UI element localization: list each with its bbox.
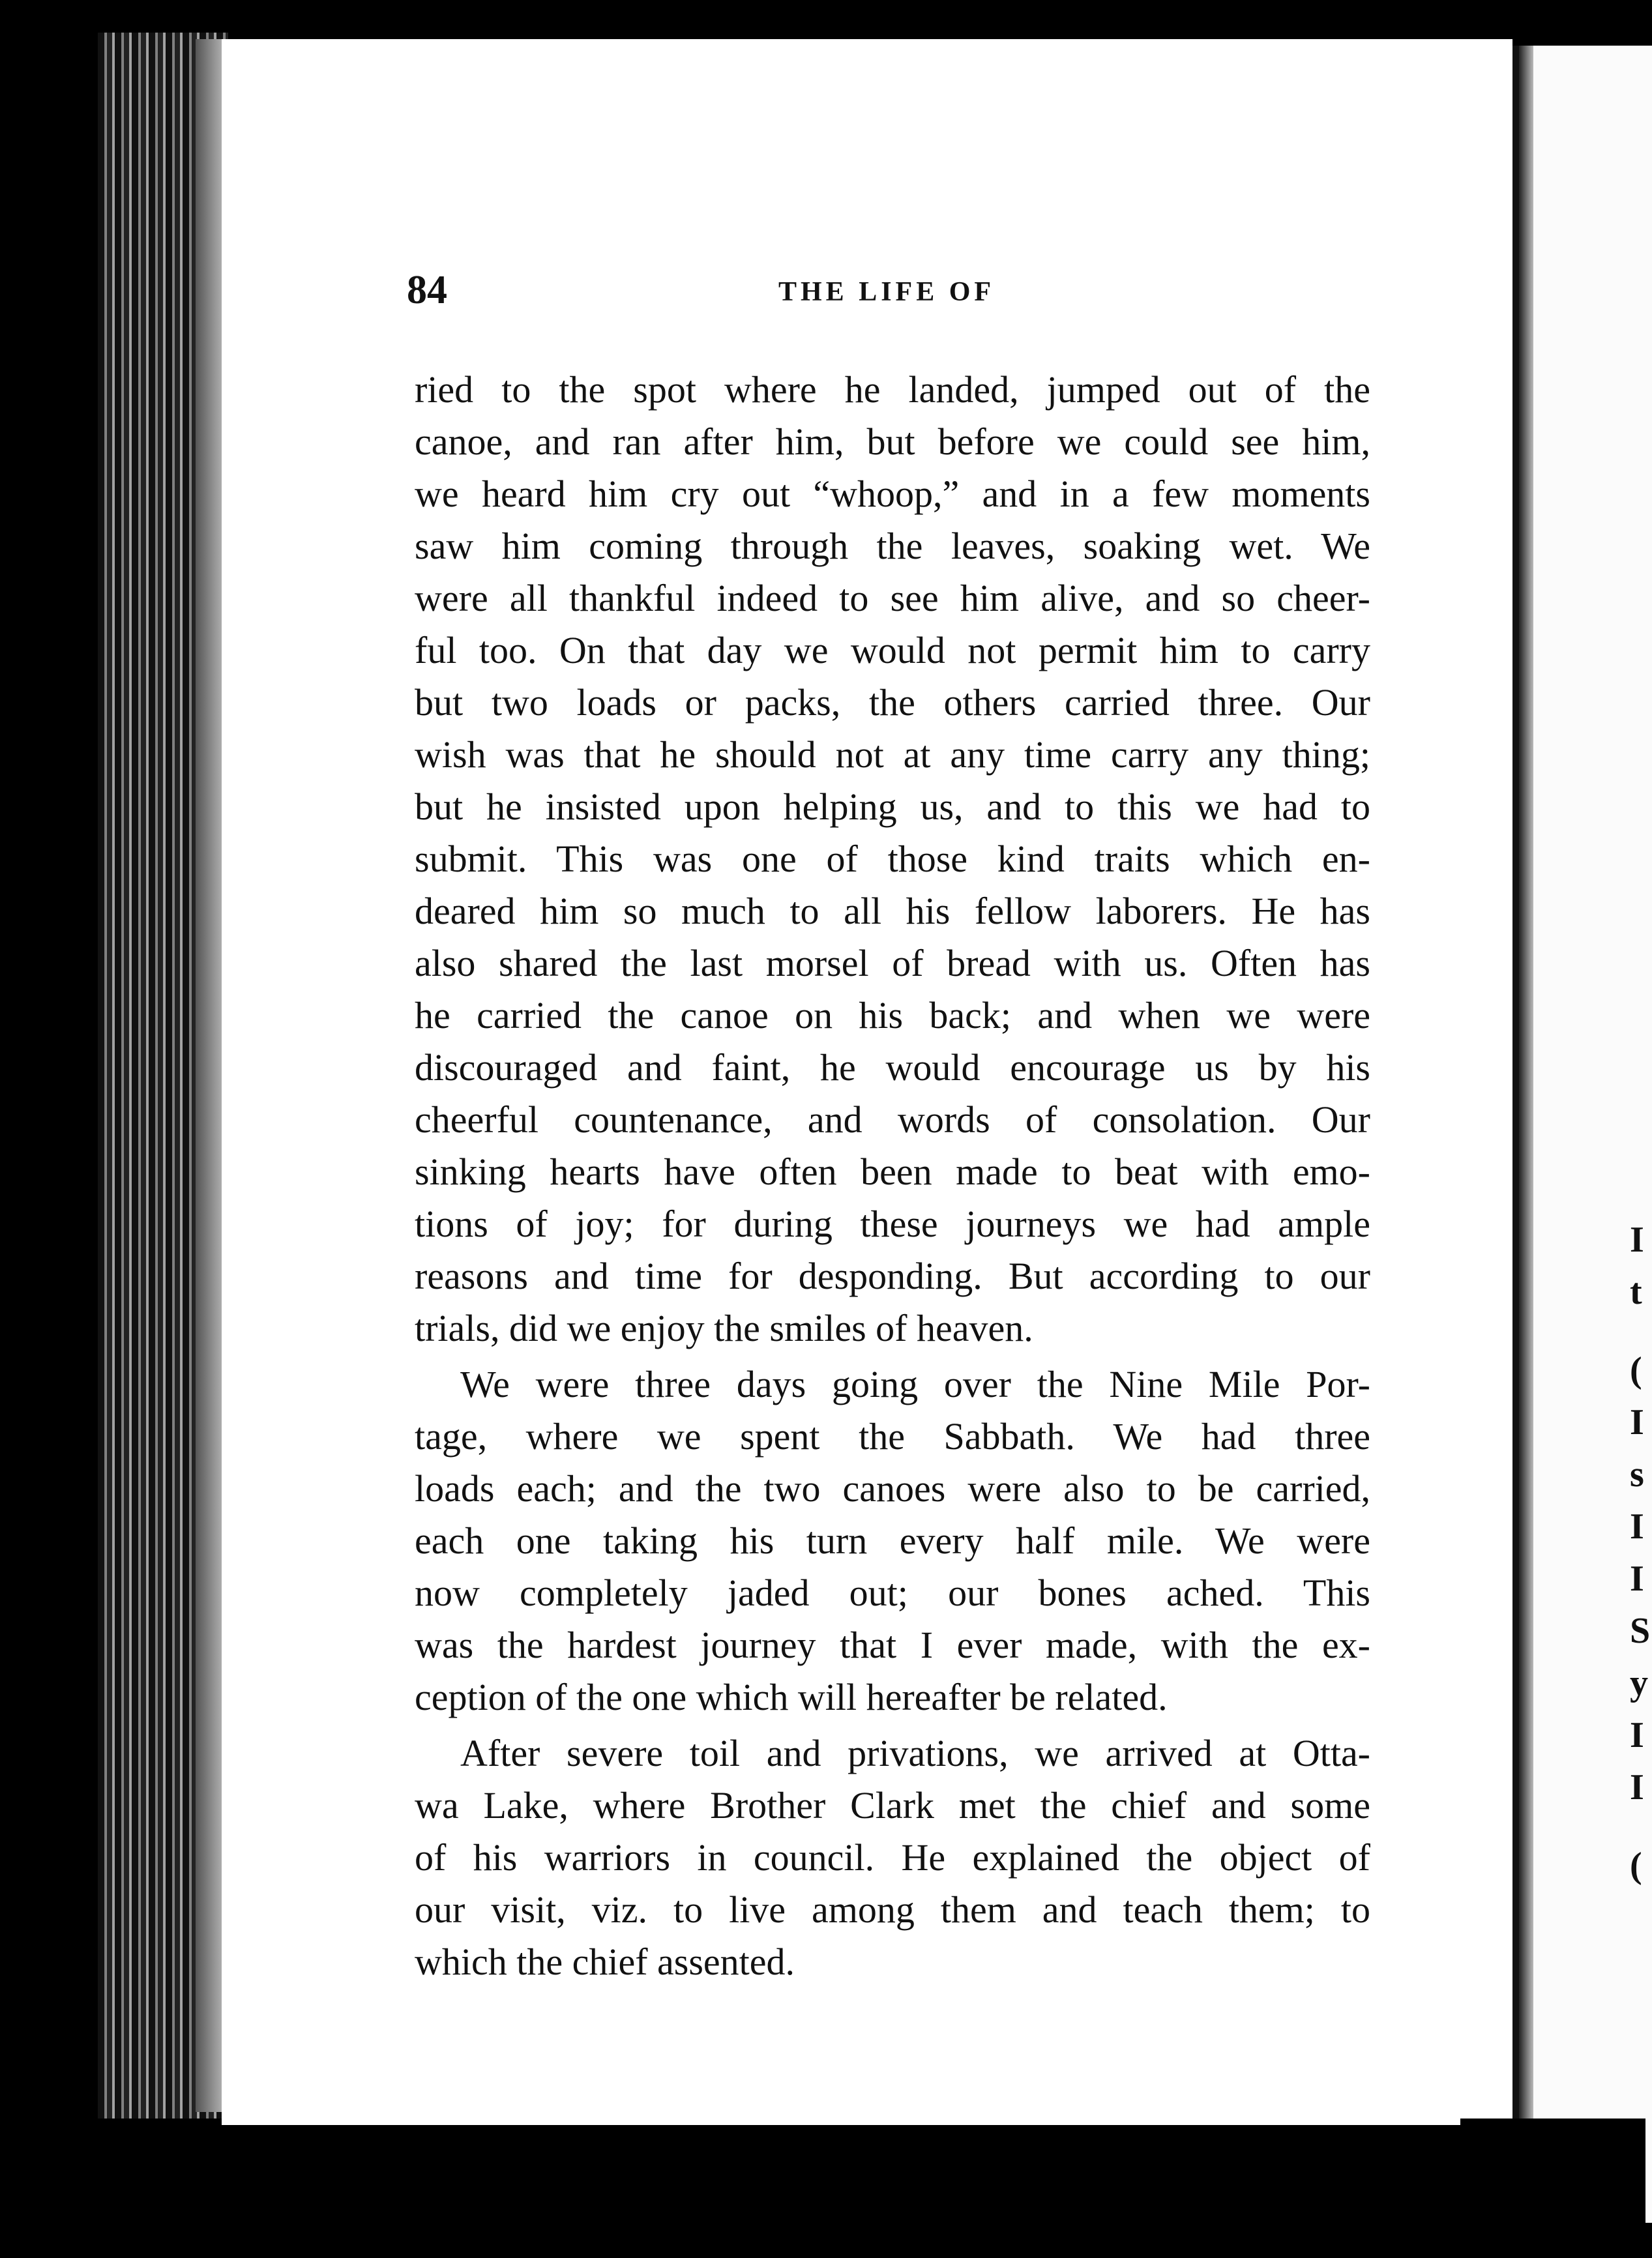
- facing-page-letter: (: [1630, 1350, 1642, 1390]
- text-line: discouraged and faint, he would encourage us by his: [415, 1046, 1370, 1089]
- page-body: [415, 364, 1370, 1988]
- text-line: tions of joy; for during these journeys we had ample: [415, 1203, 1370, 1245]
- text-line: cheerful countenance, and words of consolation. Our: [415, 1098, 1370, 1141]
- text-line: our visit, viz. to live among them and teach them; to: [415, 1888, 1370, 1931]
- text-line: wish was that he should not at any time carry any thing;: [415, 733, 1370, 776]
- text-line: ried to the spot where he landed, jumped out of the: [415, 368, 1370, 411]
- facing-page-letter: I: [1630, 1559, 1644, 1599]
- text-line: of his warriors in council. He explained the object of: [415, 1836, 1370, 1879]
- text-line: After severe toil and privations, we arrived at Otta-: [460, 1732, 1370, 1774]
- facing-page-letter: s: [1630, 1454, 1644, 1495]
- facing-page-letter: I: [1630, 1715, 1644, 1755]
- text-line: submit. This was one of those kind traits which en-: [415, 838, 1370, 880]
- text-line: we heard him cry out “whoop,” and in a few moments: [415, 473, 1370, 515]
- text-line: canoe, and ran after him, but before we could see him,: [415, 420, 1370, 463]
- running-head: THE LIFE OF: [778, 277, 996, 307]
- text-line: but two loads or packs, the others carried three. Our: [415, 681, 1370, 724]
- facing-page-gutter: [1519, 46, 1533, 2223]
- facing-page-letter: t: [1630, 1272, 1642, 1312]
- text-line: sinking hearts have often been made to beat with emo-: [415, 1151, 1370, 1193]
- page-number: 84: [407, 268, 447, 312]
- text-line: reasons and time for desponding. But according to our: [415, 1255, 1370, 1297]
- text-line: ception of the one which will hereafter be related.: [415, 1676, 1168, 1718]
- text-line: tage, where we spent the Sabbath. We had three: [415, 1415, 1370, 1458]
- scan-border-bottom: [1460, 2119, 1645, 2258]
- text-line: also shared the last morsel of bread with us. Often has: [415, 942, 1370, 984]
- facing-page-letter: (: [1630, 1845, 1642, 1886]
- facing-page-letter: I: [1630, 1506, 1644, 1547]
- text-line: trials, did we enjoy the smiles of heaven.: [415, 1307, 1033, 1349]
- page-header: [407, 267, 1372, 326]
- text-line: was the hardest journey that I ever made, with the ex-: [415, 1624, 1370, 1666]
- facing-page-letter: y: [1630, 1663, 1648, 1703]
- facing-page-edge: [1512, 46, 1652, 2223]
- text-line: ful too. On that day we would not permit him to carry: [415, 629, 1370, 671]
- text-line: We were three days going over the Nine Mile Por-: [460, 1363, 1370, 1405]
- text-line: were all thankful indeed to see him alive, and so cheer-: [415, 577, 1370, 619]
- text-line: but he insisted upon helping us, and to this we had to: [415, 785, 1370, 828]
- text-line: deared him so much to all his fellow laborers. He has: [415, 890, 1370, 932]
- text-line: each one taking his turn every half mile. We were: [415, 1519, 1370, 1562]
- text-line: wa Lake, where Brother Clark met the chief and some: [415, 1784, 1370, 1826]
- text-line: saw him coming through the leaves, soaking wet. We: [415, 525, 1370, 567]
- text-line: which the chief assented.: [415, 1941, 795, 1983]
- text-line: loads each; and the two canoes were also to be carried,: [415, 1467, 1370, 1510]
- facing-page-letter: I: [1630, 1402, 1644, 1443]
- text-line: he carried the canoe on his back; and when we were: [415, 994, 1370, 1036]
- facing-page-letter: S: [1630, 1611, 1651, 1651]
- facing-page-letter: I: [1630, 1220, 1644, 1260]
- text-line: now completely jaded out; our bones ached. This: [415, 1572, 1370, 1614]
- facing-page-letter: I: [1630, 1767, 1644, 1808]
